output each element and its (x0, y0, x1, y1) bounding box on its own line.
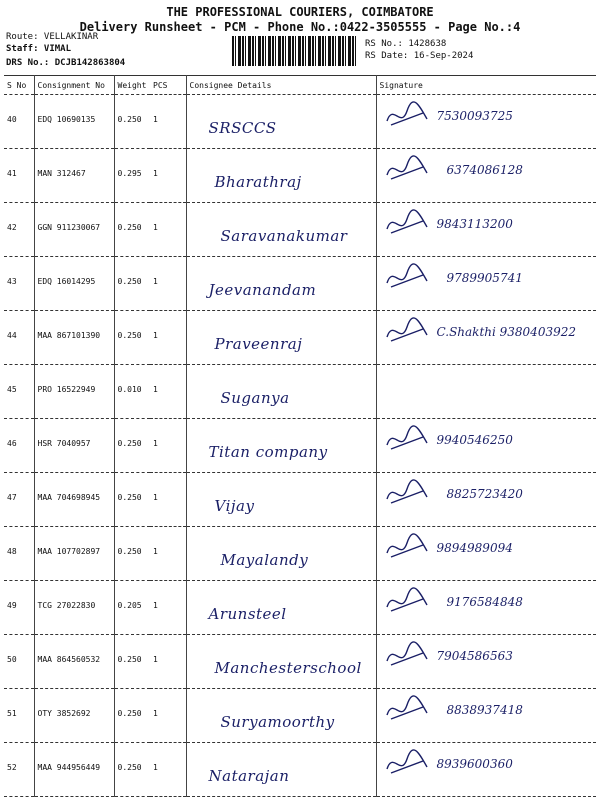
row-sno: 40 (4, 95, 34, 149)
signature-scribble-icon (383, 695, 433, 725)
row-pcs: 1 (150, 743, 186, 797)
row-consignment: EDQ 10690135 (34, 95, 114, 149)
runsheet-table (4, 75, 596, 797)
consignee-handwritten: Mayalandy (220, 551, 309, 569)
rs-date: RS Date: 16-Sep-2024 (365, 51, 474, 61)
row-sno: 41 (4, 149, 34, 203)
consignee-handwritten: Bharathraj (214, 173, 302, 191)
row-consignee (186, 635, 376, 689)
row-consignment: GGN 911230067 (34, 203, 114, 257)
signature-scribble-icon (383, 263, 433, 293)
row-weight: 0.250 (114, 419, 150, 473)
row-consignment: HSR 7040957 (34, 419, 114, 473)
row-pcs: 1 (150, 311, 186, 365)
row-weight: 0.250 (114, 257, 150, 311)
table-row (4, 365, 596, 419)
row-weight: 0.250 (114, 743, 150, 797)
row-pcs: 1 (150, 203, 186, 257)
table-row (4, 149, 596, 203)
company-title: THE PROFESSIONAL COURIERS, COIMBATORE (166, 5, 434, 19)
row-consignment: TCG 27022830 (34, 581, 114, 635)
row-consignee (186, 419, 376, 473)
signature-handwritten: 6374086128 (446, 163, 523, 177)
rs-number: RS No.: 1428638 (365, 39, 447, 49)
signature-handwritten: C.Shakthi 9380403922 (436, 325, 576, 339)
table-header (4, 76, 596, 95)
row-signature (376, 257, 596, 311)
row-signature (376, 689, 596, 743)
row-consignment: PRO 16522949 (34, 365, 114, 419)
row-signature (376, 365, 596, 419)
row-consignee (186, 149, 376, 203)
consignee-handwritten: Titan company (208, 443, 328, 461)
row-pcs: 1 (150, 365, 186, 419)
row-signature (376, 473, 596, 527)
consignee-handwritten: Arunsteel (208, 605, 287, 623)
barcode-image (232, 36, 356, 66)
signature-handwritten: 7530093725 (436, 109, 513, 123)
row-signature (376, 527, 596, 581)
row-pcs: 1 (150, 689, 186, 743)
table-row (4, 743, 596, 797)
table-row (4, 473, 596, 527)
row-weight: 0.295 (114, 149, 150, 203)
table-row (4, 581, 596, 635)
signature-handwritten: 7904586563 (436, 649, 513, 663)
consignee-handwritten: SRSCCS (208, 119, 277, 137)
row-signature (376, 149, 596, 203)
signature-scribble-icon (383, 587, 433, 617)
row-consignee (186, 743, 376, 797)
signature-scribble-icon (383, 641, 433, 671)
row-sno: 46 (4, 419, 34, 473)
row-pcs: 1 (150, 473, 186, 527)
col-consignment: Consignment No (34, 76, 114, 95)
row-pcs: 1 (150, 635, 186, 689)
row-consignee (186, 473, 376, 527)
row-weight: 0.010 (114, 365, 150, 419)
runsheet-subtitle: Delivery Runsheet - PCM - Phone No.:0422-3505555 - Page No.:4 (79, 20, 521, 34)
row-weight: 0.250 (114, 527, 150, 581)
drs-number: DRS No.: DCJB142863804 (6, 58, 126, 68)
route-label: Route: VELLAKINAR (6, 32, 99, 42)
signature-scribble-icon (383, 479, 433, 509)
row-consignment: MAA 704698945 (34, 473, 114, 527)
row-sno: 44 (4, 311, 34, 365)
row-weight: 0.205 (114, 581, 150, 635)
consignee-handwritten: Praveenraj (214, 335, 303, 353)
table-row (4, 635, 596, 689)
row-signature (376, 95, 596, 149)
row-consignment: MAA 864560532 (34, 635, 114, 689)
signature-handwritten: 8825723420 (446, 487, 523, 501)
row-sno: 45 (4, 365, 34, 419)
row-consignment: MAN 312467 (34, 149, 114, 203)
row-sno: 47 (4, 473, 34, 527)
row-signature (376, 743, 596, 797)
row-sno: 50 (4, 635, 34, 689)
signature-scribble-icon (383, 101, 433, 131)
row-sno: 51 (4, 689, 34, 743)
row-pcs: 1 (150, 257, 186, 311)
row-consignee (186, 95, 376, 149)
row-weight: 0.250 (114, 689, 150, 743)
row-pcs: 1 (150, 149, 186, 203)
row-weight: 0.250 (114, 473, 150, 527)
row-consignee (186, 257, 376, 311)
row-consignee (186, 203, 376, 257)
row-sno: 49 (4, 581, 34, 635)
row-consignment: OTY 3852692 (34, 689, 114, 743)
signature-scribble-icon (383, 749, 433, 779)
col-sno: S No (4, 76, 34, 95)
row-sno: 42 (4, 203, 34, 257)
row-pcs: 1 (150, 419, 186, 473)
row-consignee (186, 527, 376, 581)
row-consignment: MAA 107702897 (34, 527, 114, 581)
table-row (4, 527, 596, 581)
row-consignee (186, 365, 376, 419)
consignee-handwritten: Suryamoorthy (220, 713, 335, 731)
signature-handwritten: 8939600360 (436, 757, 513, 771)
signature-handwritten: 9789905741 (446, 271, 523, 285)
signature-scribble-icon (383, 425, 433, 455)
consignee-handwritten: Vijay (214, 497, 255, 515)
col-weight: Weight (114, 76, 150, 95)
signature-handwritten: 8838937418 (446, 703, 523, 717)
table-row (4, 311, 596, 365)
row-pcs: 1 (150, 581, 186, 635)
signature-handwritten: 9843113200 (436, 217, 513, 231)
col-signature: Signature (376, 76, 596, 95)
row-consignee (186, 581, 376, 635)
col-consignee: Consignee Details (186, 76, 376, 95)
signature-handwritten: 9894989094 (436, 541, 513, 555)
signature-scribble-icon (383, 317, 433, 347)
row-consignment: MAA 867101390 (34, 311, 114, 365)
consignee-handwritten: Jeevanandam (208, 281, 317, 299)
row-weight: 0.250 (114, 311, 150, 365)
table-row (4, 203, 596, 257)
row-sno: 43 (4, 257, 34, 311)
col-pcs: PCS (150, 76, 186, 95)
row-consignment: EDQ 16014295 (34, 257, 114, 311)
table-row (4, 419, 596, 473)
signature-scribble-icon (383, 533, 433, 563)
table-row (4, 95, 596, 149)
signature-handwritten: 9176584848 (446, 595, 523, 609)
row-consignee (186, 689, 376, 743)
row-consignment: MAA 944956449 (34, 743, 114, 797)
row-signature (376, 581, 596, 635)
table-row (4, 689, 596, 743)
signature-scribble-icon (383, 155, 433, 185)
consignee-handwritten: Manchesterschool (214, 659, 362, 677)
row-signature (376, 311, 596, 365)
row-weight: 0.250 (114, 95, 150, 149)
staff-label: Staff: VIMAL (6, 44, 72, 54)
consignee-handwritten: Suganya (220, 389, 290, 407)
consignee-handwritten: Natarajan (208, 767, 290, 785)
row-pcs: 1 (150, 527, 186, 581)
row-signature (376, 635, 596, 689)
row-weight: 0.250 (114, 635, 150, 689)
row-pcs: 1 (150, 95, 186, 149)
row-signature (376, 419, 596, 473)
row-sno: 52 (4, 743, 34, 797)
row-weight: 0.250 (114, 203, 150, 257)
signature-scribble-icon (383, 209, 433, 239)
row-sno: 48 (4, 527, 34, 581)
consignee-handwritten: Saravanakumar (220, 227, 348, 245)
table-row (4, 257, 596, 311)
row-signature (376, 203, 596, 257)
signature-handwritten: 9940546250 (436, 433, 513, 447)
row-consignee (186, 311, 376, 365)
